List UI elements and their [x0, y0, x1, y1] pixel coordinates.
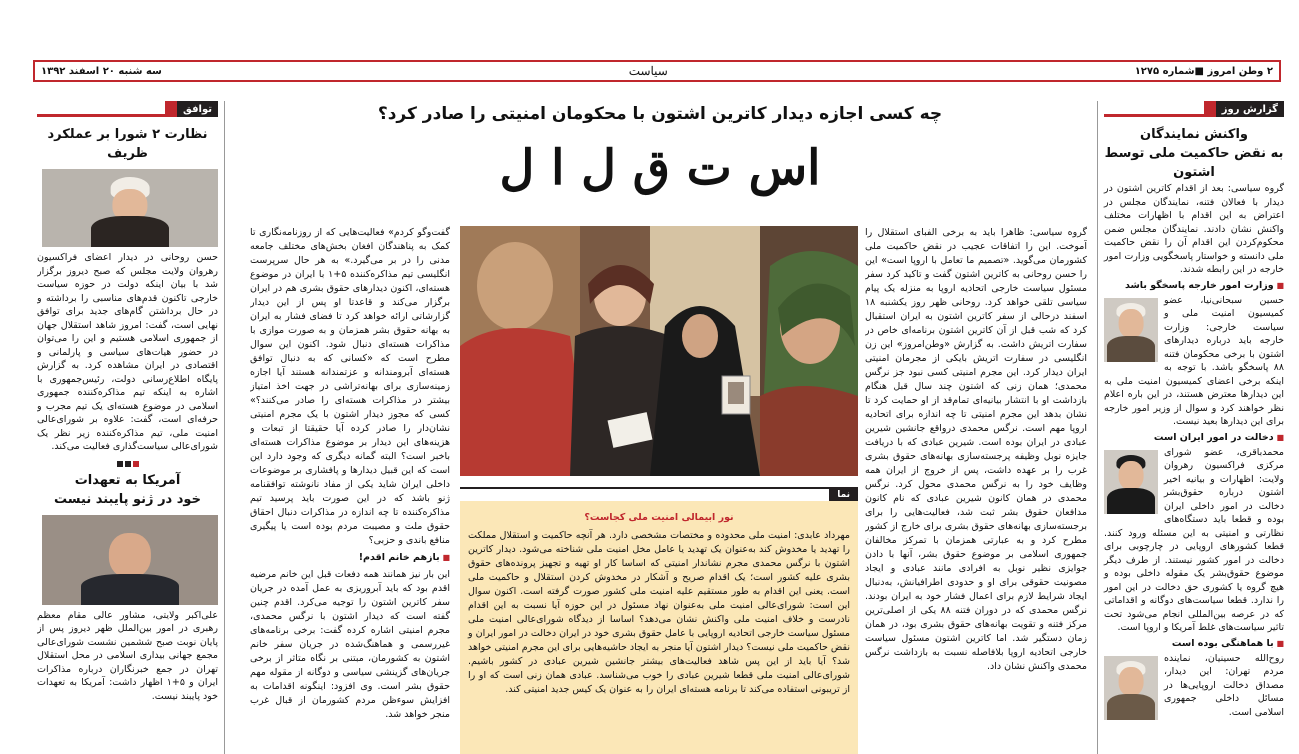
meeting-photo	[460, 226, 858, 476]
paragraph: محمدباقری، عضو شورای مرکزی فراکسیون رهروان ولایت: اظهارات و بیانیه اخیر اشتون درباره حقوق‌بشر دخالت در امور داخلی ایران بوده و قطعا باید دستگاه‌های نظارتی و امنیتی به این مسئله ورود کنند. قطعا کشورهای اروپایی در چارچوبی برای دخالت در امور کشور نیستند. از طرف دیگر موضوع حقوق‌بشر یک مقوله داخلی بوده و هیچ گروه یا کشوری حق دخالت در این امور را ندارد. قطعا سیاست‌های دوگانه و اقداماتی که در عرصه بین‌المللی انجام می‌شود تحت تاثیر سیاست‌های غلط آمریکا و اروپا است.	[1104, 446, 1284, 633]
subheading: ■ با هماهنگی بوده است	[1104, 638, 1284, 649]
paragraph: این بار نیز همانند همه دفعات قبل این خانم مرضیه اقدم بود که باید آبروریزی به عمل آمده در جریان سفر کاترین اشتون را توجیه می‌کرد. اقدم چنین گفته است که دیدار اشتون با نرگس محمدی، مجرم امنیتی اشاره کرده گفت: برخی برنامه‌های غیررسمی و هماهنگ‌شده در جریان سفر خانم اشتون به کشورمان، مبتنی بر نگاه متاثر از برخی جریان‌های گزینشی سیاسی و دوگانه از مقوله مهم حقوق بشر است. وی افزود: اینگونه اقدامات به افزایش سوءظن مردم کشورمان از قبال غرب منجر خواهد شد.	[250, 569, 450, 720]
box-text: مهرداد عابدی: امنیت ملی محدوده و مختصات مشخصی دارد. هر آنچه حاکمیت و استقلال مملکت را تهدید یا مخدوش کند به‌عنوان یک تهدید یا عامل مخل امنیت ملی شناخته می‌شود. دیدار کاترین اشتون با نرگس محمدی مجرم نشاندار امنیتی که اساسا کار او تهیه و تجهیز پرونده‌های حقوق بشری علیه کشور است؛ یک اقدام صریح و آشکار در مخدوش کردن استقلال و حاکمیت ملی است. یعنی این اقدام به طور مستقیم علیه امنیت ملی کشور صورت گرفته است. اکنون سوال این است: شورای‌عالی امنیت ملی به‌عنوان نهاد مسئول در این حوزه آیا نسبت به این اقدام نادرست و خلاف امنیت ملی واکنش نشان می‌دهد؟ اساسا از دیدگاه شورای‌عالی امنیت ملی مسئول سیاست خارجی اتحادیه اروپایی با عامل حقوق بشری خود در ایران دخالت در امور ایران و نقض حاکمیت ملی نیست؟ دیدار اشتون آیا منجر به ایجاد حاشیه‌هایی برای این مجرم امنیتی خواهد شد؟ آیا باید از این پس شاهد فعالیت‌های بیشتر جانشین شیرین عبادی در کشور باشیم. شورای‌عالی امنیت ملی قطعا شیرین عبادی را خوب می‌شناسد. عبادی همان زنی است که او را از تریبونی استفاده می‌کند تا برنامه هسته‌ای ایران را به عنوان یک کیس جدید امنیتی کند.	[467, 530, 850, 695]
article-title: واکنش نمایندگان به نقض حاکمیت ملی توسط اشتون	[1104, 127, 1284, 180]
box-tag-bar	[460, 487, 858, 501]
issue-info: ۲ وطن امروز ■شماره ۱۲۷۵	[1134, 65, 1273, 77]
article-title: نظارت ۲ شورا بر عملکرد ظریف	[47, 127, 208, 161]
commentary-box	[460, 501, 858, 754]
subheading: ■ دخالت در امور ایران است	[1104, 432, 1284, 443]
velayati-photo	[42, 515, 218, 605]
left-news-column	[37, 101, 225, 754]
paper-name-issue	[1135, 66, 1273, 77]
meeting-photo-illustration	[460, 226, 858, 476]
section-name: سیاست	[628, 64, 668, 78]
tag-marker	[1204, 101, 1216, 117]
paragraph: حسن روحانی در دیدار اعضای فراکسیون رهروان ولایت مجلس که صبح دیروز برگزار شد با بیان اینکه دولت در حوزه سیاست خارجی تاکنون قدم‌های مناسبی را برداشته و در حال برداشتن گام‌های جدید برای توافق نهایی است، گفت: امروز شاهد استقلال جهان از جمهوری اسلامی هستیم و این را می‌توان در حضور هیات‌های سیاسی و پارلمانی و اقتصادی در ایران مشاهده کرد. به گزارش پایگاه اطلاع‌رسانی دولت، رئیس‌جمهوری با اشاره به اینکه تیم مذاکره‌کننده جمهوری اسلامی در موضوع هسته‌ای یک تیم مجرب و حرفه‌ای است، گفت: علاوه بر شورای‌عالی امنیت ملی، تیم مذاکره‌کننده زیر نظر یک شورای‌عالی سیاست‌گذاری فعالیت می‌کند.	[37, 252, 218, 452]
portrait-photo	[1104, 450, 1158, 514]
separator	[37, 460, 218, 469]
paragraph: علی‌اکبر ولایتی، مشاور عالی مقام معظم رهبری در امور بین‌الملل ظهر دیروز پس از پایان نوبت صبح ششمین نشست شورای‌عالی مجمع جهانی بیداری اسلامی در محل استقلال تهران در جمع خبرنگاران درباره مذاکرات ایران و ۵+۱ اظهار داشت: آمریکا به تعهدات خود پایبند نیست.	[37, 609, 218, 702]
article-title: آمریکا به تعهدات خود در ژنو پایبند نیست	[54, 472, 201, 507]
issue-date: سه شنبه ۲۰ اسفند ۱۳۹۲	[41, 65, 162, 77]
section-tag-label: گزارش روز	[1216, 101, 1284, 117]
portrait-photo	[1104, 656, 1158, 720]
section-tag	[37, 101, 218, 117]
paragraph: روح‌الله حسینیان، نماینده مردم تهران: این دیدار، مصداق دخالت اروپایی‌ها در مسائل داخلی جمهوری اسلامی است.	[1164, 652, 1284, 718]
tag-marker	[165, 101, 177, 117]
paragraph: حسین سبحانی‌نیا، عضو کمیسیون امنیت ملی و سیاست خارجی: وزارت خارجه باید درباره دیدارهای اشتون با برخی محکومان فتنه ۸۸ پاسخگو باشد. با توجه به اینکه برخی اعضای کمیسیون امنیت ملی به این دیدارها معترض هستند، در این باره اعلام نظر خواهند کرد و سوال از وزیر امور خارجه برای این دیدارها بعید نیست.	[1104, 294, 1284, 427]
paragraph: گفت‌وگو کردم» فعالیت‌هایی که از روزنامه‌نگاری تا کمک به پناهندگان افغان بخش‌های مختلف جامعه مدنی را در بر می‌گیرد.» به هر حال سرپرست انگلیسی تیم مذاکره‌کننده ۵+۱ با ایران در موضوع هسته‌ای، اکنون دیدارهای حقوق بشری هم در ایران برگزار می‌کند و قاعدتا او پس از این دیدار گزارشاتی ارائه خواهد کرد تا فضای فشار به ایران به بهانه حقوق بشر همزمان و به صورت موازی با مذاکرات هسته‌ای دنبال شود. اکنون این سوال مطرح است که «کسانی که به دنبال توافق هسته‌ای آبرومندانه و عزتمندانه هستند آیا اجازه زمینه‌سازی برای بهانه‌تراشی در جهت اخذ امتیاز بیشتر در مذاکرات هسته‌ای را صادر می‌کنند؟» کسی که مجوز دیدار اشتون با یک مجرم امنیتی نشان‌دار را صادر کرده آیا حقیقتا از تبعات و هزینه‌های این دیدار بر موضوع مذاکرات هسته‌ای باخبر است؟ البته گمانه دیگری که وجود دارد این است که این قبیل دیدارها و پافشاری بر موضوعات داخلی ایران شاید یکی از مفاد نانوشته توافقنامه ژنو باشد که در این صورت باید پرسید تیم مذاکره‌کننده تا چه اندازه در مذاکرات دنبال احقاق حقوق ملت و مصیبت مردم بوده است یا پیگیری منافع باندی و حزبی؟	[250, 227, 450, 546]
right-news-column	[1097, 101, 1284, 754]
article-kicker: چه کسی اجازه دیدار کاترین اشتون با محکومان امنیتی را صادر کرد؟	[377, 104, 943, 124]
box-title: نور ابیمالی امنیت ملی کجاست؟	[584, 512, 734, 523]
article-headline: اس ت ق ل ا ل	[499, 140, 821, 196]
subheading: ■ بازهم خانم اقدم!	[250, 551, 450, 565]
subheading: ■ وزارت امور خارجه پاسخگو باشد	[1104, 280, 1284, 291]
article-intro: گروه سیاسی: بعد از اقدام کاترین اشتون در دیدار با فعالان فتنه، نمایندگان مجلس در اعتراض به این اقدام با اظهارات مختلف واکنش نشان دادند. نمایندگان مجلس ضمن محکوم‌کردن این اقدام آن را نقض حاکمیت ملی دانسته و خواستار پاسخگویی وزارت امور خارجه در این رابطه شدند.	[1104, 183, 1284, 275]
box-tag: نما	[829, 489, 858, 501]
section-tag-label: توافق	[177, 101, 218, 117]
portrait-photo	[1104, 298, 1158, 362]
page-header-strip	[33, 60, 1281, 82]
section-tag	[1104, 101, 1284, 117]
rouhani-photo	[42, 169, 218, 247]
article-body-left	[250, 226, 450, 754]
article-body-right: گروه سیاسی: ظاهرا باید به برخی الفبای استقلال را آموخت. این را اتفاقات عجیب در نقض حاکمیت ملی کشورمان می‌گوید. «تصمیم ما تعامل با اروپا است» این را حسن روحانی به کاترین اشتون گفت و تاکید کرد سفر مسئول سیاست خارجی اتحادیه اروپا به منزله یک پیام سیاسی تلقی خواهد کرد. روحانی ظهر روز یکشنبه ۱۸ اسفند درحالی از سفر کاترین اشتون به ایران استقبال کرد که شب قبل از آن کاترین اشتون برنامه‌ای خاص در سفارت اتریش داشت. به گزارش «وطن‌امروز» این زن انگلیسی در سفارت اتریش بایکی از مجرمان امنیتی ایران دیدار کرد. این مجرم امنیتی کسی نبود جز نرگس محمدی؛ همان زنی که اشتون چند سال قبل هنگام بازداشت او با انتشار بیانیه‌ای تمام‌قد از او حمایت کرد تا نشان بدهد این مجرم امنیتی تا چه اندازه برای اتحادیه اروپا مهم است. نرگس محمدی درواقع جانشین شیرین عبادی در ایران بوده است. شیرین عبادی که با دریافت جایزه نوبل وظیفه پرجسته‌سازی بهانه‌های حقوق بشری غرب را بر عهده داشت، پس از خروج از ایران همه وظایف خود را به نرگس محمدی محول کرد. نرگس محمدی در همان کانون شیرین عبادی که نام کانون مدافعان حقوق بشر ثبت شد، فعالیت‌هایی را برای برجسته‌سازی بهانه‌های حقوق بشری برای خارج از کشور مطرح کرد و به عبارتی همزمان با تمرکز مخالفان جمهوری اسلامی بر موضوع حقوق بشر، آنها با دادن جوایزی نظیر نوبل به افرادی مانند عبادی و ایجاد مصونیت حقوقی برای او و حدودی اطرافیانش، به‌دنبال ایجاد شرایط لازم برای اعمال فشار خود به ایران بودند. نرگس محمدی که در دوران فتنه ۸۸ یکی از اصلی‌ترین مرکز فتنه و تقویت بهانه‌های حقوق بشری بود، در همان زمان دستگیر شد. اما کاترین اشتون مسئول سیاست خارجی اتحادیه اروپا بلافاصله نسبت به بازداشت نرگس محمدی واکنش نشان داد.	[865, 227, 1087, 672]
